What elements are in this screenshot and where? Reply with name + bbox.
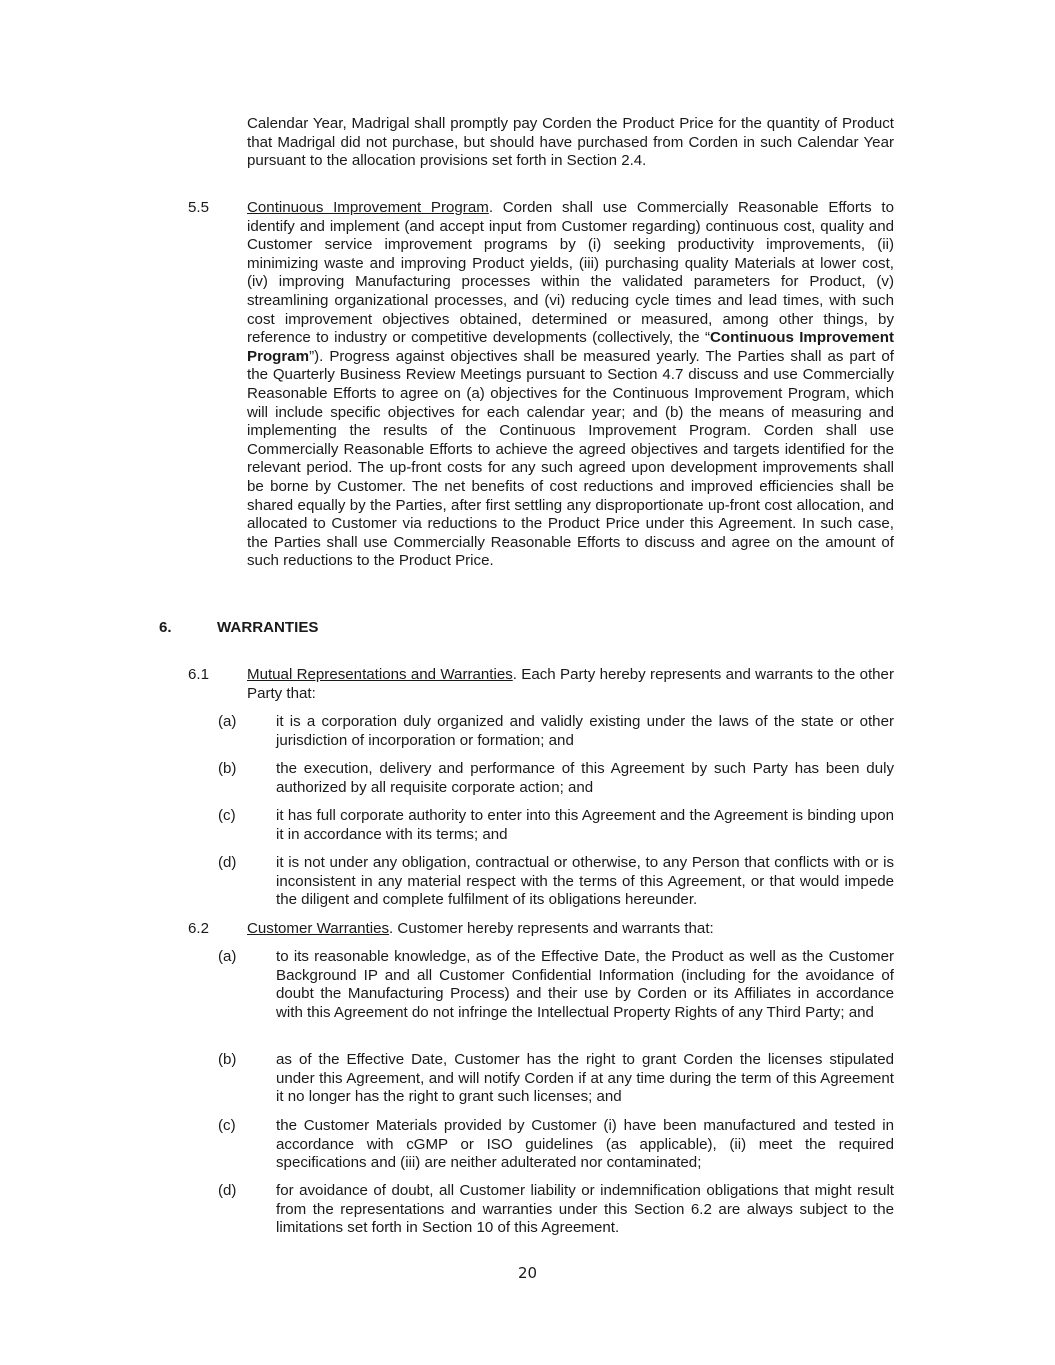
section-6-number: 6. bbox=[159, 619, 172, 636]
section-5-5-paragraph bbox=[247, 199, 894, 571]
section-6-1-text: . Each Party hereby represents and warrants to the other Party that: bbox=[247, 666, 894, 702]
section-6-1-number: 6.1 bbox=[188, 666, 209, 683]
section-6-2-d-label: (d) bbox=[218, 1182, 237, 1199]
section-6-1-title: Mutual Representations and Warranties bbox=[247, 666, 513, 683]
section-6-1-a-text: it is a corporation duly organized and validly existing under the laws of the state or other jurisdiction of incorporation or formation; and bbox=[276, 713, 894, 749]
section-6-2-b-text: as of the Effective Date, Customer has the right to grant Corden the licenses stipulated under this Agreement, and will notify Corden if at any time during the term of this Agreement it no longer has the right to grant such licenses; and bbox=[276, 1051, 894, 1106]
section-5-5-title: Continuous Improvement Program bbox=[247, 199, 489, 216]
section-5-5-text-b: ”). Progress against objectives shall be measured yearly. The Parties shall as part of the Quarterly Business Review Meetings pursuant to Section 4.7 discuss and use Commercially Reasonable Efforts to agree on (a) objectives for the Continuous Improvement Program, which will include specific objectives for each calendar year; and (b) the means of measuring and implementing the results of the Continuous Improvement Program. Corden shall use Commercially Reasonable Efforts to achieve the agreed objectives and targets identified for the relevant period. The up-front costs for any such agreed upon development improvements shall be borne by Customer. The net benefits of cost reductions and improved efficiencies shall be shared equally by the Parties, after first settling any disproportionate up-front cost allocation, and allocated to Customer via reductions to the Product Price under this Agreement. In such case, the Parties shall use Commercially Reasonable Efforts to discuss and agree on the amount of such reductions to the Product Price. bbox=[247, 347, 894, 570]
section-6-2-text: . Customer hereby represents and warrants that: bbox=[389, 920, 714, 937]
page-number: 20 bbox=[517, 1264, 538, 1282]
section-6-2-paragraph bbox=[247, 920, 894, 939]
section-6-1-a-label: (a) bbox=[218, 713, 237, 730]
section-5-5-number: 5.5 bbox=[188, 199, 209, 216]
section-6-1-b-text: the execution, delivery and performance of this Agreement by such Party has been duly authorized by all requisite corporate action; and bbox=[276, 760, 894, 796]
section-6-1-b-label: (b) bbox=[218, 760, 237, 777]
section-6-2-title: Customer Warranties bbox=[247, 920, 390, 937]
section-6-2-a-label: (a) bbox=[218, 948, 237, 965]
section-5-5-text-a: . Corden shall use Commercially Reasonable Efforts to identify and implement (and accept input from Customer regarding) continuous cost, quality and Customer service improvement programs by (i) seeking productivity improvements, (ii) minimizing waste and improving Product yields, (iii) purchasing quality Materials at lower cost, (iv) improving Manufacturing processes within the validated parameters for Product, (v) streamlining organizational processes, and (vi) reducing cycle times and lead times, with such cost improvement objectives obtained, determined or measured, among other things, by reference to industry or competitive developments (collectively, the “ bbox=[247, 199, 894, 347]
section-6-1-d-text: it is not under any obligation, contractual or otherwise, to any Person that conflicts with or is inconsistent in any material respect with the terms of this Agreement, or that would impede the diligent and complete fulfilment of its obligations hereunder. bbox=[276, 854, 894, 909]
section-6-2-c-text: the Customer Materials provided by Customer (i) have been manufactured and tested in accordance with cGMP or ISO guidelines (as applicable), (ii) meet the required specifications and (iii) are neither adulterated nor contaminated; bbox=[276, 1117, 894, 1172]
section-6-2-c-label: (c) bbox=[218, 1117, 236, 1134]
section-6-2-number: 6.2 bbox=[188, 920, 209, 937]
section-6-2-b-label: (b) bbox=[218, 1051, 237, 1068]
section-6-1-c-label: (c) bbox=[218, 807, 236, 824]
section-6-1-c-text: it has full corporate authority to enter into this Agreement and the Agreement is binding upon it in accordance with its terms; and bbox=[276, 807, 894, 843]
intro-paragraph: Calendar Year, Madrigal shall promptly pay Corden the Product Price for the quantity of Product that Madrigal did not purchase, but should have purchased from Corden in such Calendar Year pursuant to the allocation provisions set forth in Section 2.4. bbox=[247, 115, 894, 170]
section-6-title: WARRANTIES bbox=[217, 619, 319, 636]
section-6-2-d-text: for avoidance of doubt, all Customer liability or indemnification obligations that might result from the representations and warranties under this Section 6.2 are always subject to the limitations set forth in Section 10 of this Agreement. bbox=[276, 1182, 894, 1237]
section-6-1-paragraph bbox=[247, 666, 894, 703]
section-6-2-a-text: to its reasonable knowledge, as of the Effective Date, the Product as well as the Customer Background IP and all Customer Confidential Information (including for the avoidance of doubt the Manufacturing Process) and their use by Corden or its Affiliates in accordance with this Agreement do not infringe the Intellectual Property Rights of any Third Party; and bbox=[276, 948, 894, 1021]
section-5-5-defined-term: Continuous Improvement Program bbox=[247, 329, 894, 365]
section-6-1-d-label: (d) bbox=[218, 854, 237, 871]
